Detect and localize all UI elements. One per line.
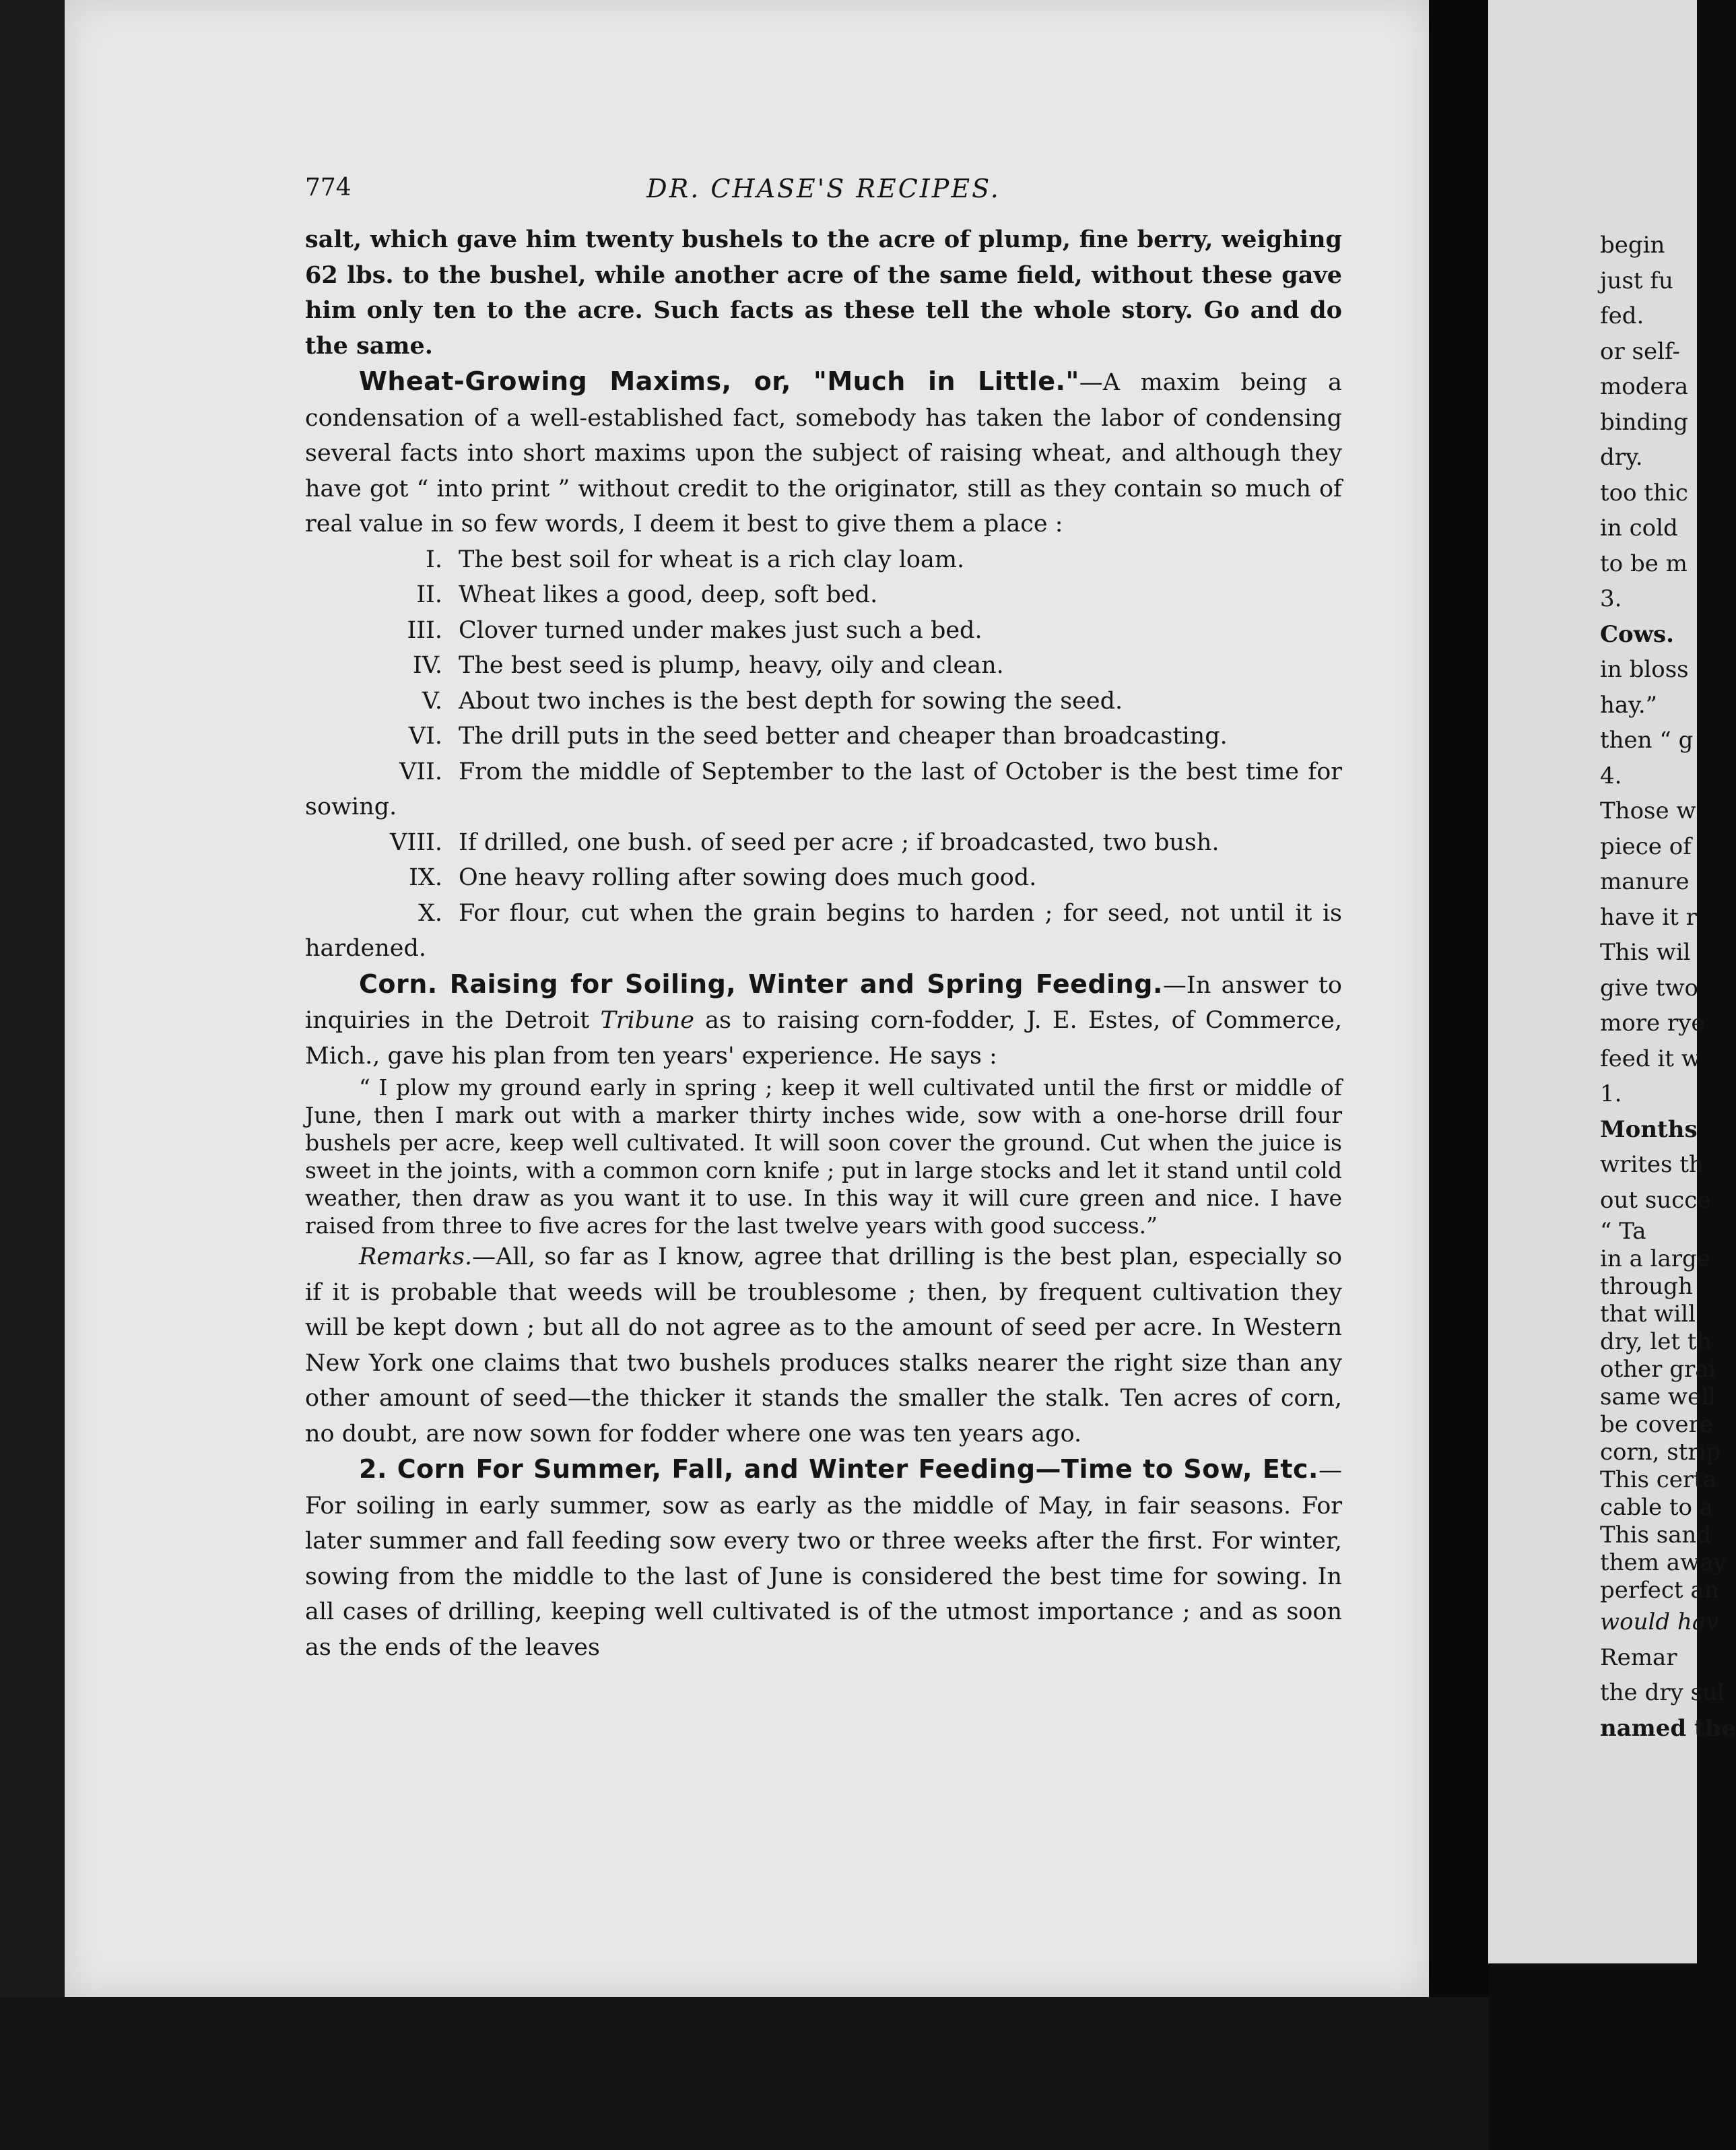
maxim-number: III. — [407, 616, 442, 644]
maxim-number: I. — [426, 546, 442, 573]
newspaper-title: Tribune — [600, 1007, 694, 1034]
facing-line: other grai — [1600, 1356, 1716, 1383]
facing-line: feed it w — [1600, 1045, 1701, 1072]
facing-line: give two — [1600, 974, 1699, 1002]
maxim-text: From the middle of September to the last of October is the best time for sowing. — [305, 758, 1342, 820]
maxim-number: V. — [422, 687, 442, 715]
facing-line: binding — [1600, 408, 1688, 436]
paragraph-corn-raising — [305, 967, 1342, 1074]
facing-line: This sand — [1600, 1522, 1712, 1549]
remarks-text: —All, so far as I know, agree that drilling is the best plan, especially so if it is probable that weeds will be troublesome ; then, by frequent cultivation they will be kept down ; but all do not agree as to the amount of seed per acre. In Western New York one claims that two bushels produces stalks nearer the right size than any other amount of seed—the thicker it stands the smaller the stalk. Ten acres of corn, no doubt, are now sown for fodder where one was ten years ago. — [305, 1243, 1342, 1447]
corn-summer-text: —For soiling in early summer, sow as early as the middle of May, in fair seasons. For later summer and fall feeding sow every two or three weeks after the first. For winter, sowing from the middle to the last of June is considered the best time for sowing. In all cases of drilling, keeping well cultivated is of the utmost importance ; and as soon as the ends of the leaves — [305, 1457, 1342, 1661]
page-body — [305, 222, 1342, 1665]
facing-line: Months — [1600, 1115, 1698, 1143]
paragraph-wheat-maxims — [305, 364, 1342, 542]
scan-bottom-edge — [0, 1997, 1488, 2150]
maxim-item — [305, 648, 1342, 684]
maxim-text: One heavy rolling after sowing does much good. — [459, 864, 1037, 891]
facing-line: dry. — [1600, 444, 1643, 471]
maxim-number: VII. — [399, 758, 442, 785]
facing-line: too thic — [1600, 479, 1688, 507]
facing-line: 1. — [1600, 1080, 1622, 1107]
facing-line: piece of — [1600, 833, 1692, 860]
maxim-text: The best seed is plump, heavy, oily and clean. — [459, 652, 1004, 679]
facing-line: them away — [1600, 1549, 1727, 1576]
facing-line: just fu — [1600, 267, 1673, 294]
maxim-text: For flour, cut when the grain begins to harden ; for seed, not until it is hardened. — [305, 899, 1342, 962]
facing-line: Cows. — [1600, 620, 1674, 648]
remarks-label: Remarks. — [359, 1243, 473, 1270]
facing-line: hay.” — [1600, 691, 1658, 719]
maxim-item — [305, 613, 1342, 649]
facing-line: writes th — [1600, 1151, 1704, 1178]
maxim-text: About two inches is the best depth for sowing the seed. — [459, 687, 1123, 715]
scan-left-edge — [0, 0, 65, 2150]
facing-line: fed. — [1600, 302, 1644, 329]
heading-corn-raising: Corn. Raising for Soiling, Winter and Spring Feeding. — [359, 969, 1163, 999]
maxim-number: VI. — [408, 723, 442, 750]
facing-line: This certa — [1600, 1466, 1717, 1493]
corn-raising-text-a: —In answer to inquiries in the Detroit — [305, 971, 1343, 1034]
facing-line: to be m — [1600, 550, 1688, 577]
maxim-item — [305, 825, 1342, 861]
running-title: DR. CHASE'S RECIPES. — [646, 174, 1001, 203]
book-gutter — [1429, 0, 1488, 2150]
heading-wheat-growing-maxims: Wheat-Growing Maxims, or, "Much in Little." — [359, 366, 1079, 396]
facing-line: dry, let th — [1600, 1328, 1712, 1355]
facing-line: perfect an — [1600, 1577, 1719, 1604]
facing-line: would hav — [1600, 1608, 1719, 1635]
corn-raising-text-b: as to raising corn-fodder, J. E. Estes, of Commerce, Mich., gave his plan from ten years' experience. He says : — [305, 1007, 1342, 1070]
facing-line: same well — [1600, 1383, 1716, 1410]
facing-line: manure — [1600, 868, 1690, 895]
maxim-number: IX. — [409, 864, 442, 891]
paragraph-remarks — [305, 1239, 1342, 1452]
facing-line: “ Ta — [1600, 1218, 1646, 1245]
facing-line: corn, strip — [1600, 1439, 1721, 1466]
quote-estes: “ I plow my ground early in spring ; keep it well cultivated until the first or middle of June, then I mark out with a marker thirty inches wide, sow with a one-horse drill four bushels per acre, keep well cultivated. It will soon cover the ground. Cut when the juice is sweet in the joints, with a common corn knife ; put in large stocks and let it stand until cold weather, then draw as you want it to use. In this way it will cure green and nice. I have raised from three to five acres for the last twelve years with good success.” — [305, 1074, 1342, 1239]
maxim-number: II. — [416, 581, 442, 608]
facing-line: Remar — [1600, 1643, 1677, 1671]
facing-line: through — [1600, 1273, 1693, 1300]
facing-line: the dry sul — [1600, 1679, 1725, 1706]
maxim-item — [305, 684, 1342, 719]
facing-line: named the — [1600, 1714, 1736, 1742]
page-number: 774 — [305, 174, 352, 201]
facing-line: 3. — [1600, 585, 1622, 612]
facing-line: begin — [1600, 232, 1665, 259]
page-header — [305, 174, 1342, 214]
facing-line: 4. — [1600, 762, 1622, 789]
facing-line: out succe — [1600, 1186, 1711, 1214]
maxim-text: The best soil for wheat is a rich clay loam. — [459, 546, 965, 573]
maxim-item — [305, 754, 1342, 825]
maxim-list — [305, 542, 1342, 967]
heading-corn-summer-feeding: 2. Corn For Summer, Fall, and Winter Feeding—Time to Sow, Etc. — [359, 1454, 1318, 1484]
maxim-text: Wheat likes a good, deep, soft bed. — [459, 581, 878, 608]
maxim-item — [305, 577, 1342, 613]
facing-line: that will — [1600, 1301, 1696, 1328]
facing-line: in cold — [1600, 515, 1678, 542]
facing-page-text — [1600, 228, 1736, 1746]
maxim-text: Clover turned under makes just such a bed. — [459, 616, 982, 644]
maxim-item — [305, 896, 1342, 967]
paragraph-salt: salt, which gave him twenty bushels to the acre of plump, fine berry, weighing 62 lbs. to the bushel, while another acre of the same field, without these gave him only ten to the acre. Such facts as these tell the whole story. Go and do the same. — [305, 226, 1342, 360]
facing-line: or self- — [1600, 337, 1680, 365]
facing-line: more rye — [1600, 1010, 1705, 1037]
maxim-text: The drill puts in the seed better and cheaper than broadcasting. — [459, 723, 1228, 750]
wheat-maxims-intro: —A maxim being a condensation of a well-established fact, somebody has taken the labor of condensing several facts into short maxims upon the subject of raising wheat, and although they have got “ into print ” without credit to the originator, still as they contain so much of real value in so few words, I deem it best to give them a place : — [305, 369, 1343, 538]
facing-line: in bloss — [1600, 656, 1689, 683]
maxim-item — [305, 719, 1342, 754]
facing-line: be covere — [1600, 1411, 1713, 1438]
facing-line: in a large — [1600, 1245, 1710, 1272]
paragraph-corn-summer — [305, 1452, 1342, 1665]
facing-line: have it r — [1600, 903, 1697, 931]
maxim-number: X. — [418, 899, 442, 927]
maxim-number: VIII. — [390, 828, 442, 856]
facing-line: cable to a — [1600, 1494, 1714, 1521]
maxim-number: IV. — [412, 652, 442, 679]
facing-line: modera — [1600, 373, 1689, 400]
facing-line: then “ g — [1600, 727, 1694, 754]
facing-line: This wil — [1600, 939, 1691, 966]
facing-line: Those w — [1600, 797, 1696, 824]
maxim-item — [305, 860, 1342, 896]
maxim-text: If drilled, one bush. of seed per acre ; if broadcasted, two bush. — [459, 828, 1220, 856]
maxim-item — [305, 542, 1342, 578]
